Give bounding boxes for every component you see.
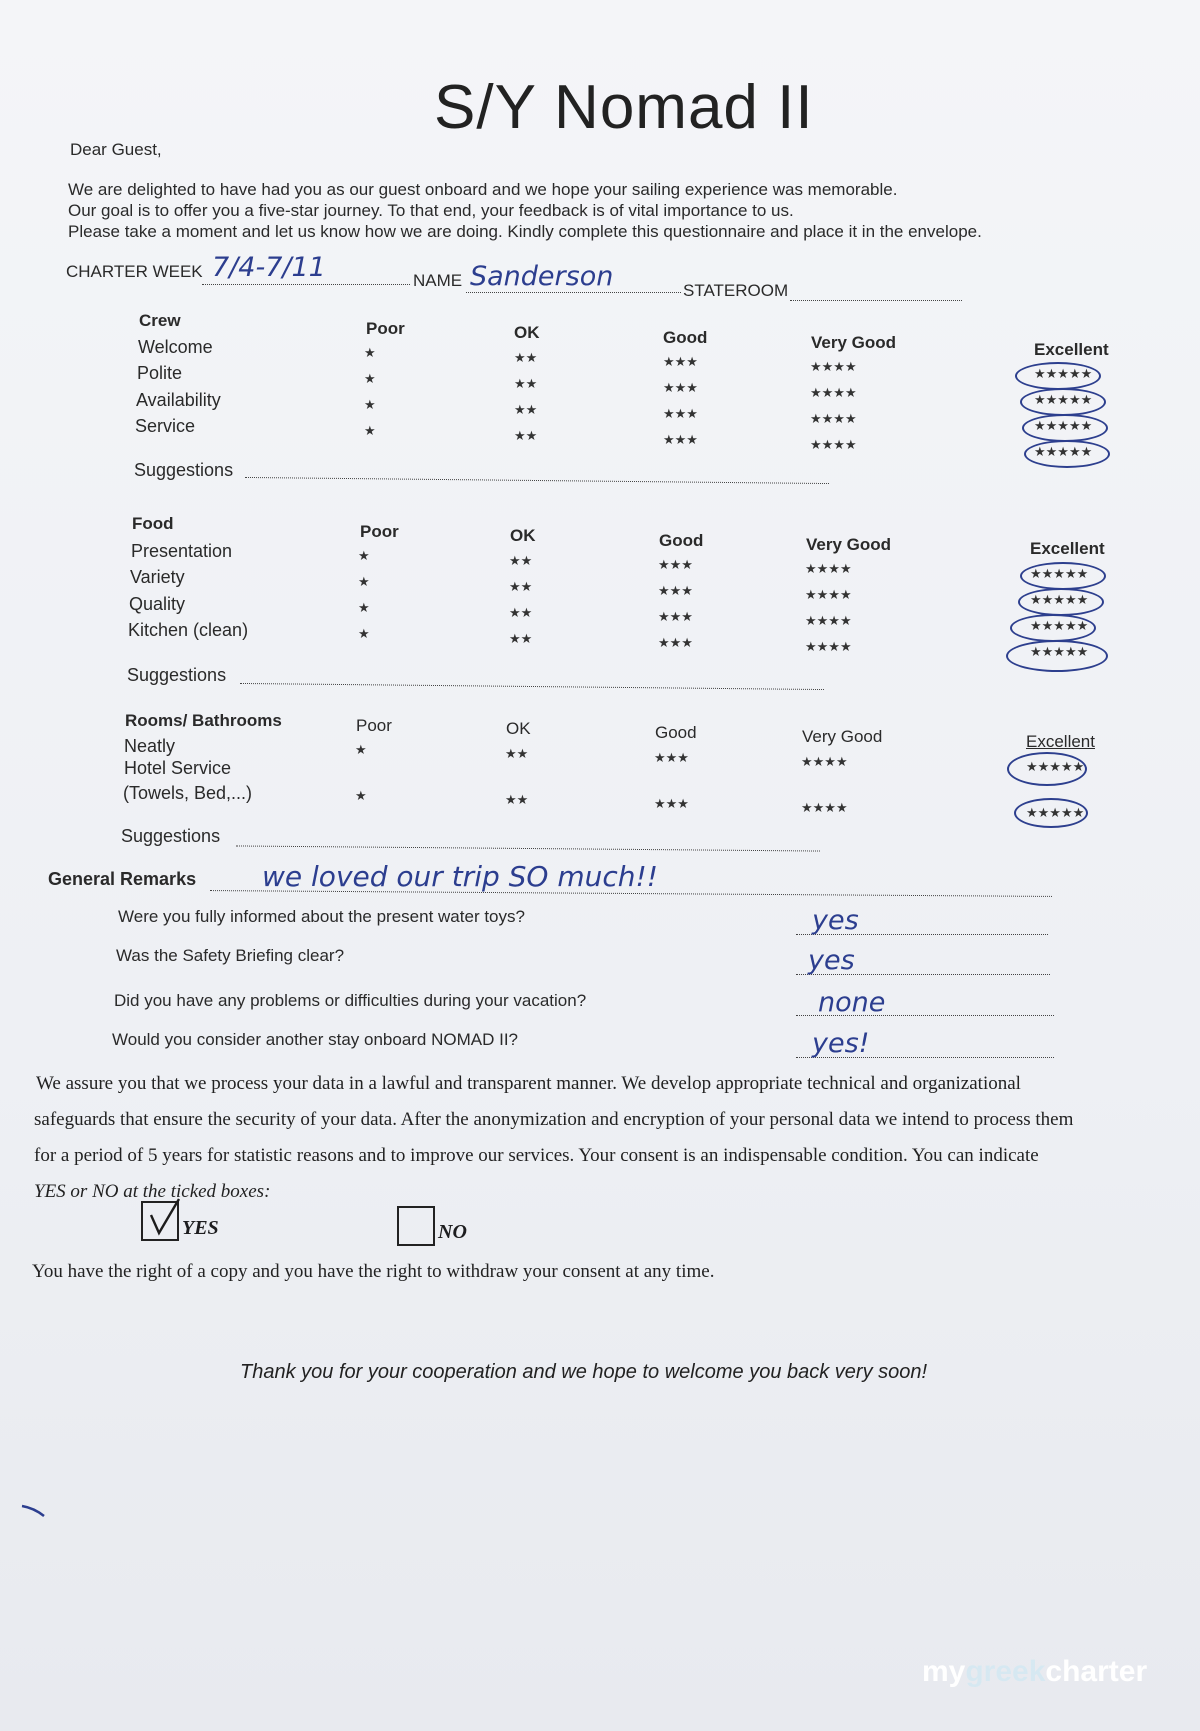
rating-option[interactable]: ★★★ [663,406,698,421]
col-poor: Poor [366,319,405,338]
stateroom-line [790,300,962,301]
row-label: Polite [137,363,183,383]
name-label: NAME [413,271,463,290]
row-label: Quality [129,594,186,614]
selected-circle [1010,614,1096,642]
intro-line-1: We are delighted to have had you as our guest onboard and we hope your sailing experience was memorable. [68,180,898,199]
rating-option[interactable]: ★★★★ [805,561,852,576]
rating-option[interactable]: ★★★ [658,609,693,624]
selected-circle [1018,588,1104,616]
col-poor: Poor [356,716,392,735]
selected-circle [1006,640,1108,672]
selected-circle [1022,414,1108,442]
question: Would you consider another stay onboard NOMAD II? [112,1030,519,1049]
charter-week-value[interactable]: 7/4-7/11 [212,252,326,283]
rating-option[interactable]: ★★★ [663,354,698,369]
rating-option[interactable]: ★★ [514,376,538,391]
rating-option[interactable]: ★★★★ [801,754,848,769]
intro-line-2: Our goal is to offer you a five-star journey. To that end, your feedback is of vital importance to us. [68,201,794,220]
rating-option[interactable]: ★★★ [663,432,698,447]
closing-message: Thank you for your cooperation and we hope to welcome you back very soon! [240,1361,928,1383]
rating-option[interactable]: ★ [358,626,370,641]
rating-option[interactable]: ★★ [505,746,529,761]
rating-option[interactable]: ★★★ [654,796,689,811]
col-good: Good [663,328,708,347]
row-label: Service [135,416,196,436]
rating-option[interactable]: ★★★★ [810,411,857,426]
col-ok: OK [510,526,536,545]
rating-option[interactable]: ★★ [514,350,538,365]
rating-option[interactable]: ★★ [509,605,533,620]
row-label: Neatly [124,736,176,756]
suggestions-line[interactable] [240,683,824,690]
rating-option[interactable]: ★★★★★ [1030,566,1089,581]
pen-mark-icon [20,1500,50,1520]
rating-option[interactable]: ★★★ [663,380,698,395]
rating-option[interactable]: ★★★★ [801,800,848,815]
col-ok: OK [514,323,540,342]
rating-option[interactable]: ★★★ [658,635,693,650]
salutation: Dear Guest, [70,140,162,159]
general-remarks-label: General Remarks [48,869,197,889]
rating-option[interactable]: ★★★★★ [1034,418,1093,433]
general-remarks-value[interactable]: we loved our trip SO much!! [262,860,658,893]
row-label: Welcome [138,337,213,357]
section-title: Rooms/ Bathrooms [125,711,282,730]
col-excellent: Excellent [1034,340,1109,359]
question: Were you fully informed about the present water toys? [118,907,525,926]
rating-option[interactable]: ★ [355,788,367,803]
rating-option[interactable]: ★ [364,345,376,360]
rating-option[interactable]: ★ [355,742,367,757]
rating-option[interactable]: ★★ [509,631,533,646]
col-excellent: Excellent [1030,539,1105,558]
question: Did you have any problems or difficulties during your vacation? [114,991,587,1010]
charter-week-line [202,284,410,285]
selected-circle [1007,752,1087,786]
withdraw-consent-text: You have the right of a copy and you have the right to withdraw your consent at any time. [32,1261,715,1282]
rating-option[interactable]: ★★★★★ [1034,444,1093,459]
page-title: S/Y Nomad II [434,73,814,142]
row-label: (Towels, Bed,...) [123,783,253,803]
rating-option[interactable]: ★★ [514,402,538,417]
answer[interactable]: yes! [812,1028,870,1059]
rating-option[interactable]: ★★★ [658,557,693,572]
suggestions-label: Suggestions [127,665,227,685]
rating-option[interactable]: ★ [358,548,370,563]
consent-line-2: safeguards that ensure the security of your data. After the anonymization and encryption of your personal data we intend to process them [34,1109,1074,1130]
answer[interactable]: yes [808,945,855,976]
section-title: Crew [139,311,181,330]
col-poor: Poor [360,522,399,541]
selected-circle [1020,562,1106,590]
rating-option[interactable]: ★ [364,423,376,438]
col-very-good: Very Good [811,333,897,352]
rating-option[interactable]: ★★★★★ [1030,644,1089,659]
row-label: Kitchen (clean) [128,620,249,640]
name-line [466,292,681,293]
selected-circle [1024,440,1110,468]
intro-line-3: Please take a moment and let us know how we are doing. Kindly complete this questionnaire and place it in the envelope. [68,222,982,241]
selected-circle [1014,798,1088,828]
charter-week-label: CHARTER WEEK [66,262,203,281]
rating-option[interactable]: ★ [358,574,370,589]
yes-label: YES [182,1217,219,1239]
col-good: Good [655,723,697,742]
col-very-good: Very Good [802,727,883,746]
suggestions-line[interactable] [245,477,829,484]
rating-option[interactable]: ★★★★ [810,359,857,374]
rating-option[interactable]: ★★★★ [805,587,852,602]
checkmark-icon [141,1197,181,1237]
no-label: NO [438,1221,467,1243]
watermark-logo: mygreekcharter [922,1655,1148,1688]
rating-option[interactable]: ★★★★ [810,385,857,400]
col-excellent: Excellent [1026,732,1095,751]
rating-option[interactable]: ★★★★ [810,437,857,452]
rating-option[interactable]: ★★★★★ [1034,392,1093,407]
rating-option[interactable]: ★★★★★ [1030,618,1089,633]
rating-option[interactable]: ★★★★★ [1034,366,1093,381]
stateroom-label: STATEROOM [683,281,789,300]
section-title: Food [132,514,174,533]
no-checkbox[interactable] [397,1206,435,1246]
rating-option[interactable]: ★ [364,397,376,412]
rating-option[interactable]: ★★★★ [805,639,852,654]
rating-option[interactable]: ★★ [509,553,533,568]
row-label: Availability [136,390,221,410]
suggestions-line[interactable] [236,845,820,851]
selected-circle [1015,362,1101,390]
col-very-good: Very Good [806,535,892,554]
name-value[interactable]: Sanderson [470,261,614,292]
rating-option[interactable]: ★★★ [654,750,689,765]
question: Was the Safety Briefing clear? [116,946,345,965]
rating-option[interactable]: ★★ [514,428,538,443]
rating-option[interactable]: ★ [358,600,370,615]
answer[interactable]: none [818,987,886,1018]
answer[interactable]: yes [812,905,859,936]
consent-line-1: We assure you that we process your data in a lawful and transparent manner. We develop appropriate technical and organizational [36,1073,1021,1094]
rating-option[interactable]: ★★★★★ [1026,759,1085,774]
rating-option[interactable]: ★★ [505,792,529,807]
row-label: Variety [130,567,185,587]
col-ok: OK [506,719,531,738]
yes-checkbox[interactable] [141,1201,179,1241]
row-label: Hotel Service [124,758,232,778]
consent-line-3: for a period of 5 years for statistic reasons and to improve our services. Your consent is an indispensable condition. You can indicate [34,1145,1039,1166]
row-label: Presentation [131,541,233,561]
consent-line-4: YES or NO at the ticked boxes: [34,1181,271,1202]
rating-option[interactable]: ★ [364,371,376,386]
rating-option[interactable]: ★★★★★ [1030,592,1089,607]
rating-option[interactable]: ★★ [509,579,533,594]
suggestions-label: Suggestions [134,460,234,480]
rating-option[interactable]: ★★★★ [805,613,852,628]
selected-circle [1020,388,1106,416]
rating-option[interactable]: ★★★ [658,583,693,598]
rating-option[interactable]: ★★★★★ [1026,805,1085,820]
col-good: Good [659,531,704,550]
suggestions-label: Suggestions [121,826,221,846]
